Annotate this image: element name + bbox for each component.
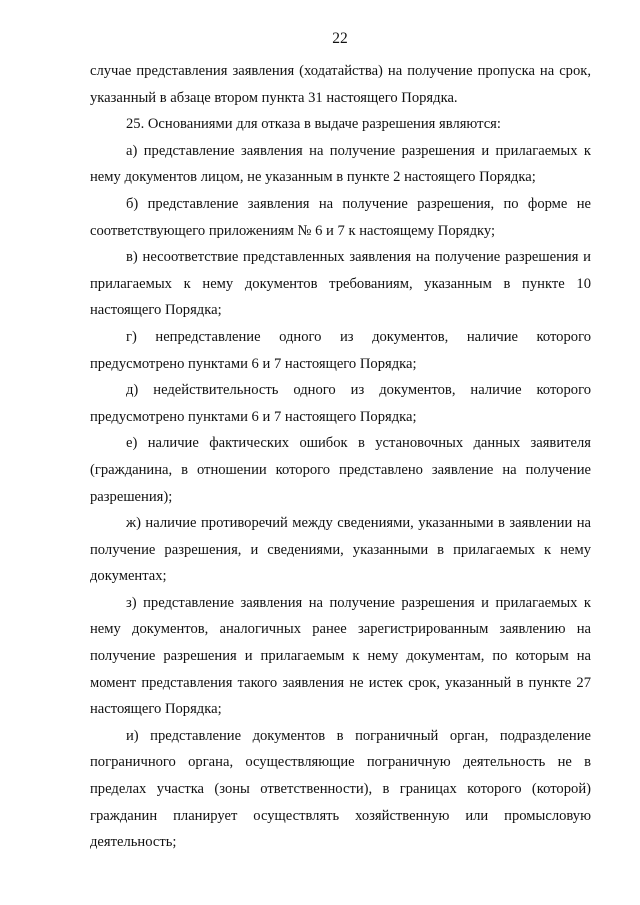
paragraph-item-g: г) непредставление одного из документов, наличие которого предусмотрено пунктами 6 и 7 настоящего Порядка;: [90, 328, 591, 372]
paragraph-item-z: з) представление заявления на получение разрешения и прилагаемых к нему документов, аналогичных ранее зарегистрированным заявлению на получение разрешения и прилагаемым к нему документам, по которым на момент представления такого заявления не истек срок, указанный в пункте 27 настоящего Порядка;: [90, 594, 591, 718]
paragraph-item-zh: ж) наличие противоречий между сведениями, указанными в заявлении на получение разрешения, и сведениями, указанными в прилагаемых к нему документах;: [90, 515, 591, 585]
paragraph-item-b: б) представление заявления на получение разрешения, по форме не соответствующего приложениям № 6 и 7 к настоящему Порядку;: [90, 195, 591, 239]
paragraph-item-d: д) недействительность одного из документов, наличие которого предусмотрено пунктами 6 и 7 настоящего Порядка;: [90, 382, 591, 425]
paragraph-item-v: в) несоответствие представленных заявления на получение разрешения и прилагаемых к нему документов требованиям, указанным в пункте 10 настоящего Порядка;: [90, 249, 591, 319]
paragraph-item-a: а) представление заявления на получение разрешения и прилагаемых к нему документов лицом, не указанным в пункте 2 настоящего Порядка;: [90, 142, 591, 186]
paragraph-item-i: и) представление документов в пограничный орган, подразделение пограничного органа, осуществляющие пограничную деятельность не в пределах участка (зоны ответственности), в границах которого (которой) гражданин планирует осуществлять хозяйственную или промысловую деятельность;: [90, 727, 591, 851]
paragraph-item-e: е) наличие фактических ошибок в установочных данных заявителя (гражданина, в отношении которого представлено заявление на получение разрешения);: [90, 435, 591, 505]
paragraph-25: 25. Основаниями для отказа в выдаче разрешения являются:: [126, 116, 501, 133]
paragraph-continuation: случае представления заявления (ходатайства) на получение пропуска на срок, указанный в абзаце втором пункта 31 настоящего Порядка.: [90, 63, 591, 106]
page-number: 22: [332, 30, 348, 47]
document-body: [90, 58, 591, 856]
